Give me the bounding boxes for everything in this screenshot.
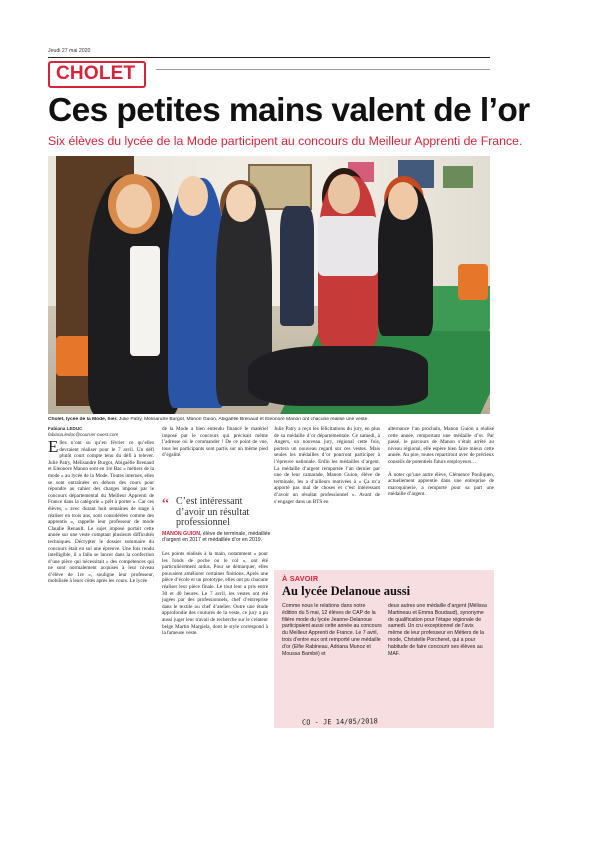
city-section-label: CHOLET xyxy=(48,61,146,88)
drop-cap: E xyxy=(48,440,59,456)
info-box xyxy=(274,570,494,728)
photo-leather-jacket xyxy=(248,346,428,406)
photo-student-face xyxy=(116,184,152,228)
photo-chair xyxy=(458,264,488,300)
article-column-1 xyxy=(48,440,154,730)
quote-author: MANON GUION, xyxy=(162,531,202,537)
info-box-tag: À SAVOIR xyxy=(282,574,319,583)
photo-chair xyxy=(56,336,92,376)
headline: Ces petites mains valent de l’or xyxy=(48,92,530,129)
issue-date: Jeudi 27 mai 2020 xyxy=(48,48,91,54)
column-2b-text: Les points réalisés à la main, notamment « pour les fonds de poche ou le col », ont été particulièrement ardus. Pour se démarquer, elles pouvaient améliorer certaines finitions. Après une pièce d’école et un prototype, elles ont pu chacune réaliser leur pièce finale. Le tout leur a pris entre 30 et 40 heures. Le 7 avril, les vestes ont été jugées par des professionnels, chef d’entreprise dans le textile ou chef d’atelier. Outre une étude approfondie des coutures de la veste, ce jury a pu aussi juger leur travail de recherche sur le créateur belge Martin Margiela, dont le style correspond à la fameuse veste. xyxy=(162,551,268,637)
photo-poster xyxy=(443,166,473,188)
quote-attribution xyxy=(162,531,272,544)
article-column-3 xyxy=(274,426,380,564)
photo-student-face xyxy=(226,184,256,222)
caption-text: Julie Patry, Mélisandre Burgot, Manon Guion, Abigaëlle Brenaud et Eleonore Manon ont chacune réalisé une veste. xyxy=(117,417,369,422)
column-1-text: lles n’ont su qu’en février ce qu’elles devraient réaliser pour le 7 avril. Un défi plutôt court compte tenu du défi à relever. Julie Patry, Mélisandre Burgot, Abigaëlle Brenaud et Eleonore Manon sont en 1re Bac « métiers de la mode » au lycée de la Mode. Toutes internes, elles se sont entraînées en dehors des cours pour répondre au cahier des charges imposé par le concours départemental du Meilleur Apprenti de France dans la catégorie « prêt à porter ». Car ces élèves, « avec durant huit semaines de stage à réaliser en trois ans, sont considérées comme des apprentis », rappelle leur professeur de mode Claudie Renault. Le sujet imposé portait cette année sur une veste comptant plusieurs difficultés techniques. Décrypter le dossier sommaire du concours était en soi une épreuve. Une fois rendu intelligible, il a fallu se lancer dans la confection d’une pièce qui nécessitait « des compétences qui ne sont normalement acquises à leur niveau d’élève de 1re », souligne leur professeur, mobilisée à leurs côtés après les cours. Le lycée xyxy=(48,440,154,585)
quote-mark-icon: “ xyxy=(162,496,170,513)
photo-mannequin-jacket xyxy=(280,206,314,326)
info-box-title: Au lycée Delanoue aussi xyxy=(282,584,411,598)
caption-location: Cholet, lycée de la Mode, hier. xyxy=(48,417,118,422)
column-3-text: Julie Patry a reçu les félicitations du jury, en plus de sa médaille d’or départementale. Ce samedi, à Angers, un nouveau jury, régional cette fois, portera un nouveau regard sur ces vestes. Mais seules les médailles d’or pourront participer à l’épreuve nationale. Enfin les médailles d’argent. La médaille d’argent remportée l’an dernier par une de leur camarade, Manon Guion, élève de terminale, les a d’ailleurs motivées à « Ça m’a apporté pas mal de choses et c’est intéressant d’avoir un résultat professionnel ». Avant de s’engager dans un BTS en xyxy=(274,426,380,505)
byline xyxy=(48,426,154,437)
column-2-text: de la Mode a bien entendu financé le matériel imposé par le concours qui précisait même l’adresse où le commander ! De ce point de vue, tous les participants sont partis sur un même pied d’égalité. xyxy=(162,426,268,459)
article-column-4 xyxy=(388,426,494,564)
photo-caption xyxy=(48,417,490,423)
column-4-text: alternance l’an prochain, Manon Guion a réalisé cette année, remportant une médaille d’or. Par passé, le parcours de Manon s’était arrêté au niveau régional, elle espère bien faire mieux cette année. Au pire, toutes repartiront avec de précieux conseils de potentiels futurs employeurs… xyxy=(388,426,494,465)
photo-student-face xyxy=(178,176,208,216)
photo-student-shirt xyxy=(318,216,378,276)
handwritten-annotation: CO - JE 14/05/2018 xyxy=(301,717,378,727)
photo-student-face xyxy=(328,174,360,214)
quote-author-detail: élève de terminale, médaillée d’argent en 2017 et médaillée d’or en 2019. xyxy=(162,531,271,544)
article-photo xyxy=(48,156,490,414)
photo-student-face xyxy=(388,182,418,220)
author-name: Fabiana LEDUC xyxy=(48,426,83,431)
photo-student-shirt xyxy=(130,246,160,356)
column-4b-text: À noter qu’une autre élève, Clémence Pouliquen, actuellement apprentie dans une entreprise de maroquinerie, a remporté pour sa part une médaille d’argent. xyxy=(388,471,494,498)
top-rule xyxy=(48,57,490,58)
section-rule xyxy=(156,69,490,70)
info-box-column-left: Comme nous le relations dans notre édition du 5 mai, 12 élèves de CAP de la filière mode du lycée Jeanne-Delanoue participaient aussi cette année au concours du Meilleur Apprenti de France. Le 7 avril, trois d’entre eux ont remporté une médaille d’or (Elfie Rabineau, Adriana Munoz et Moussa Bambé) et xyxy=(282,603,382,657)
subheadline: Six élèves du lycée de la Mode participent au concours du Meilleur Apprenti de France. xyxy=(48,134,523,148)
quote-text: C’est intéressant d’avoir un résultat professionnel xyxy=(176,496,250,528)
article-column-2-bottom xyxy=(162,551,268,729)
info-box-column-right: deux autres une médaille d’argent (Mélissa Martineau et Emma Boudaud), synonyme de qualification pour l’étape régionale de samedi. Un cru exceptionnel de l’avis même de leur professeur en Métiers de la mode, Christelle Porcheret, qui a pour habitude de faire concourir ses élèves au MAF. xyxy=(388,603,487,657)
author-email: fabiana.leduc@courrier-ouest.com xyxy=(48,431,119,437)
article-column-2-top xyxy=(162,426,268,496)
